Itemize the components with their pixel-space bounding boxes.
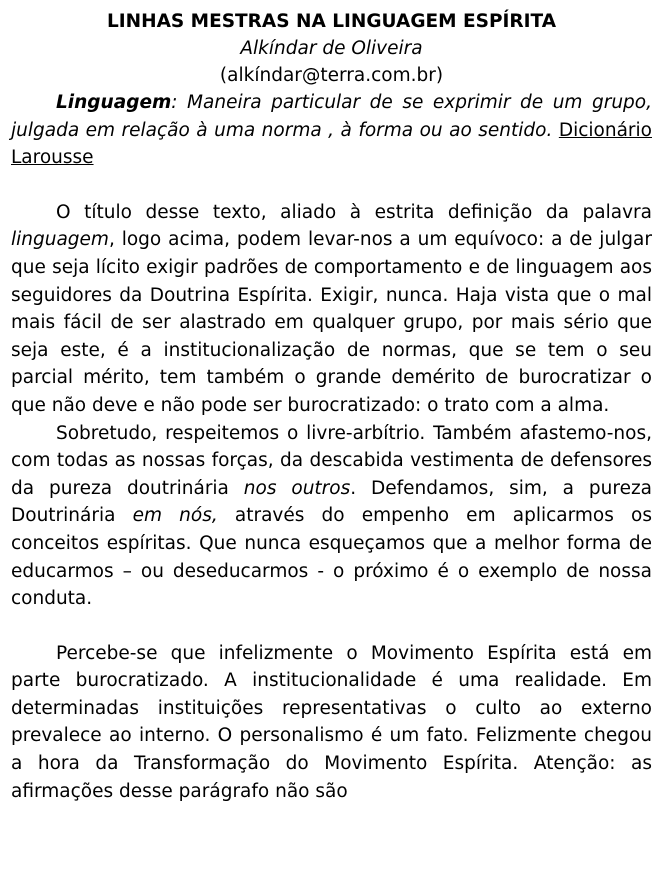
- paragraph-gap: [11, 613, 652, 640]
- definition-paragraph: [11, 89, 652, 172]
- paragraph-2: [11, 420, 652, 613]
- paragraph-2-italic-1: nos outros: [243, 477, 351, 499]
- paragraph-1-part-1: O título desse texto, aliado à estrita definição da palavra: [56, 201, 652, 223]
- document-title: LINHAS MESTRAS NA LINGUAGEM ESPÍRITA: [106, 11, 557, 32]
- paragraph-1-part-2: , logo acima, podem levar-nos a um equívoco: a de julgar que seja lícito exigir padrões de comportamento e de linguagem aos seguidores da Doutrina Espírita. Exigir, nunca. Haja vista que o mal mais fácil de ser alastrado em qualquer grupo, por mais sério que seja este, é a institucionalização de normas, que se tem o seu parcial mérito, tem também o grande demérito de burocratizar o que não deve e não pode ser burocratizado: o trato com a alma.: [11, 229, 652, 416]
- definition-colon: :: [171, 92, 178, 113]
- paragraph-2-part-2: . Defendamos, sim, a pureza Doutrinária: [11, 477, 652, 527]
- paragraph-2-part-3: através do empenho em aplicarmos os conceitos espíritas. Que nunca esqueçamos que a melhor forma de educarmos – ou deseducarmos - o próximo é o exemplo de nossa conduta.: [11, 505, 652, 610]
- paragraph-2-part-1: Sobretudo, respeitemos o livre-arbítrio. Também afastemo-nos, com todas as nossas forças, da descabida vestimenta de defensores da pureza doutrinária: [11, 422, 652, 499]
- paragraph-1: [11, 199, 652, 420]
- paragraph-1-italic: linguagem: [11, 229, 109, 251]
- author-name: Alkíndar de Oliveira: [240, 38, 423, 59]
- document-page: [11, 8, 652, 805]
- definition-source: Dicionário Larousse: [11, 119, 652, 169]
- definition-term: Linguagem: [56, 92, 172, 113]
- paragraph-3: Percebe-se que infelizmente o Movimento Espírita está em parte burocratizado. A institucionalidade é uma realidade. Em determinadas instituições representativas o culto ao externo prevalece ao interno. O personalismo é um fato. Felizmente chegou a hora da Transformação do Movimento Espírita. Atenção: as afirmações desse parágrafo não são: [11, 642, 652, 802]
- definition-text: Maneira particular de se exprimir de um grupo, julgada em relação à uma norma , à forma ou ao sentido.: [11, 92, 652, 141]
- author-email: (alkíndar@terra.com.br): [219, 65, 444, 86]
- paragraph-gap: [11, 172, 652, 199]
- paragraph-2-italic-2: em nós,: [132, 505, 218, 527]
